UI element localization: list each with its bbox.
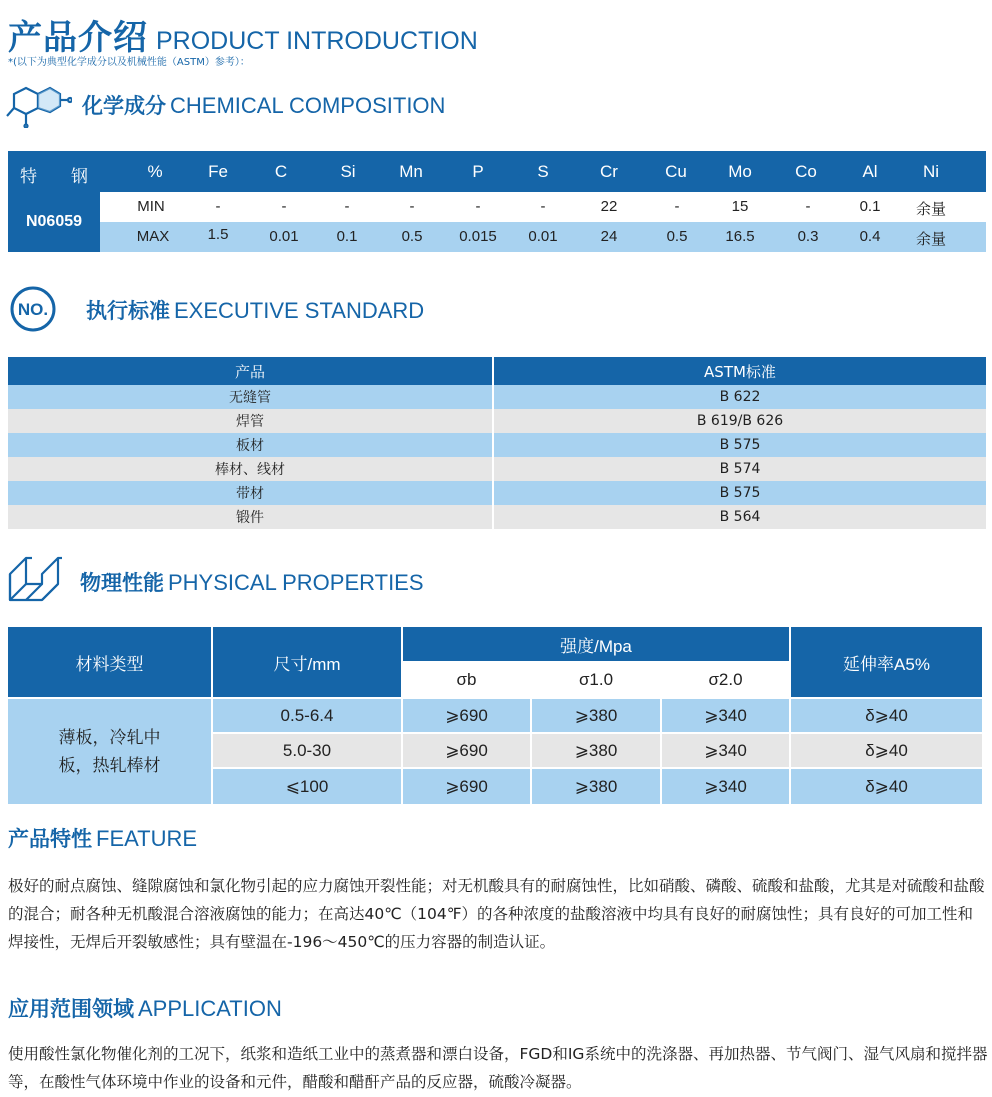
- header-cell: Mo: [728, 162, 752, 181]
- standard-title-en: EXECUTIVE STANDARD: [174, 298, 425, 323]
- feature-title-en: FEATURE: [96, 826, 198, 851]
- sigma-2-0-cell: ⩾340: [662, 734, 789, 767]
- header-sigma-1-0: σ1.0: [532, 663, 660, 697]
- max-cell: 0.5: [666, 228, 688, 245]
- min-cell: -: [475, 198, 481, 215]
- header-cell: C: [274, 162, 288, 181]
- table-row: [8, 409, 986, 433]
- header-cell: %: [147, 162, 163, 181]
- header-cell: Si: [340, 162, 356, 181]
- reference-note: *(以下为典型化学成分以及机械性能（ASTM）参考）：: [8, 57, 250, 68]
- elongation-cell: δ⩾40: [791, 734, 982, 767]
- max-cell: 16.5: [725, 228, 755, 245]
- standard-table: [8, 357, 986, 529]
- application-title-en: APPLICATION: [138, 996, 282, 1021]
- grade-cell: N06059: [8, 192, 100, 252]
- table-row: [8, 481, 986, 505]
- standard-title-cn: 执行标准: [86, 299, 170, 323]
- physical-title-cn: 物理性能: [80, 571, 164, 595]
- chemical-title-en: CHEMICAL COMPOSITION: [170, 93, 446, 118]
- header-strength: 强度/Mpa: [403, 627, 789, 661]
- astm-cell: B 575: [492, 433, 986, 457]
- standard-header-row: [8, 357, 986, 385]
- min-cell: MIN: [137, 198, 165, 215]
- astm-cell: B 619/B 626: [492, 409, 986, 433]
- chemical-title-cn: 化学成分: [82, 94, 166, 118]
- no-badge-text: NO.: [17, 300, 49, 319]
- sigma-1-0-cell: ⩾380: [532, 699, 660, 732]
- application-heading: [8, 993, 282, 1023]
- product-cell: 板材: [236, 438, 264, 454]
- header-material-type: 材料类型: [8, 627, 211, 697]
- product-cell: 带材: [236, 486, 264, 502]
- physical-heading: [80, 567, 424, 597]
- header-cell: Fe: [208, 162, 228, 181]
- min-cell: -: [540, 198, 546, 215]
- min-cell: -: [409, 198, 415, 215]
- max-cell: 0.015: [459, 228, 497, 245]
- max-cell: 0.4: [859, 228, 881, 245]
- sigma-b-cell: ⩾690: [403, 734, 530, 767]
- min-cell: 22: [600, 198, 618, 215]
- sigma-2-0-cell: ⩾340: [662, 769, 789, 804]
- profile-beam-icon: [6, 554, 64, 602]
- table-row: [8, 433, 986, 457]
- table-row: [8, 505, 986, 529]
- min-cell: -: [805, 198, 811, 215]
- elongation-cell: δ⩾40: [791, 699, 982, 732]
- product-cell: 棒材、线材: [215, 462, 285, 478]
- header-sigma-2-0: σ2.0: [662, 663, 789, 697]
- standard-header-astm: ASTM标准: [492, 357, 986, 385]
- header-cell: Mn: [399, 162, 423, 181]
- min-cell: 余量: [915, 201, 946, 218]
- min-cell: -: [215, 198, 221, 215]
- header-sigma-b: σb: [403, 663, 530, 697]
- min-cell: -: [674, 198, 680, 215]
- astm-cell: B 564: [492, 505, 986, 529]
- header-cell: S: [537, 162, 549, 181]
- sigma-b-cell: ⩾690: [403, 699, 530, 732]
- standard-heading: [86, 295, 424, 325]
- header-cell: P: [472, 162, 484, 181]
- astm-cell: B 622: [492, 385, 986, 409]
- max-cell: 0.01: [269, 228, 299, 245]
- product-cell: 焊管: [236, 414, 264, 430]
- sigma-b-cell: ⩾690: [403, 769, 530, 804]
- table-row: [8, 457, 986, 481]
- max-cell: 0.5: [401, 228, 423, 245]
- header-cell: Al: [862, 162, 878, 181]
- feature-title-cn: 产品特性: [8, 827, 92, 851]
- feature-text: 极好的耐点腐蚀、缝隙腐蚀和氯化物引起的应力腐蚀开裂性能；对无机酸具有的耐腐蚀性，比如硝酸、磷酸、硫酸和盐酸，尤其是对硫酸和盐酸的混合；耐各种无机酸混合溶液腐蚀的能力；在高达40℃（104℉）的各种浓度的盐酸溶液中均具有良好的耐腐蚀性；具有良好的可加工性和焊接性，无焊后开裂敏感性；具有壁温在-196～450℃的压力容器的制造认证。: [8, 877, 985, 951]
- size-cell: 0.5-6.4: [213, 699, 401, 732]
- physical-title-en: PHYSICAL PROPERTIES: [168, 570, 424, 595]
- feature-heading: [8, 823, 197, 853]
- min-cell: -: [281, 198, 287, 215]
- header-cell: Cu: [665, 162, 687, 181]
- no-badge-icon: [8, 286, 58, 332]
- product-cell: 锻件: [236, 510, 264, 526]
- astm-cell: B 574: [492, 457, 986, 481]
- elongation-cell: δ⩾40: [791, 769, 982, 804]
- max-cell: 1.5: [207, 226, 229, 243]
- molecule-icon: [4, 82, 72, 128]
- application-text: 使用酸性氯化物催化剂的工况下，纸浆和造纸工业中的蒸煮器和漂白设备，FGD和IG系统中的洗涤器、再加热器、节气阀门、湿气风扇和搅拌器等，在酸性气体环境中作业的设备和元件，醋酸和醋酐产品的反应器，硫酸冷凝器。: [8, 1045, 988, 1091]
- max-cell: MAX: [136, 228, 170, 245]
- product-intro-title-en: PRODUCT INTRODUCTION: [156, 27, 478, 55]
- size-cell: ⩽100: [213, 769, 401, 804]
- product-cell: 无缝管: [229, 390, 271, 406]
- product-intro-title-cn: 产品介绍: [8, 18, 148, 58]
- max-cell: 0.01: [528, 228, 558, 245]
- header-elongation: 延伸率A5%: [791, 627, 982, 697]
- chemical-heading: [82, 90, 445, 120]
- physical-properties-table: [8, 627, 982, 804]
- header-cell: Cr: [600, 162, 618, 181]
- header-cell: Co: [795, 162, 817, 181]
- chemical-composition-table: [8, 151, 986, 252]
- product-intro-heading: [8, 10, 478, 59]
- application-title-cn: 应用范围领域: [8, 997, 134, 1021]
- astm-cell: B 575: [492, 481, 986, 505]
- size-cell: 5.0-30: [213, 734, 401, 767]
- header-cell: 特 钢: [20, 167, 88, 186]
- max-cell: 0.3: [797, 228, 819, 245]
- material-cell: 薄板，冷轧中 板，热轧棒材: [8, 699, 211, 804]
- sigma-1-0-cell: ⩾380: [532, 769, 660, 804]
- max-cell: 24: [600, 228, 618, 245]
- min-cell: -: [344, 198, 350, 215]
- max-cell: 0.1: [336, 228, 358, 245]
- table-row: [8, 385, 986, 409]
- header-size: 尺寸/mm: [213, 627, 401, 697]
- standard-header-product: 产品: [234, 362, 265, 381]
- min-cell: 15: [731, 198, 749, 215]
- min-cell: 0.1: [859, 198, 881, 215]
- header-cell: Ni: [922, 162, 940, 181]
- max-cell: 余量: [915, 231, 946, 248]
- sigma-2-0-cell: ⩾340: [662, 699, 789, 732]
- sigma-1-0-cell: ⩾380: [532, 734, 660, 767]
